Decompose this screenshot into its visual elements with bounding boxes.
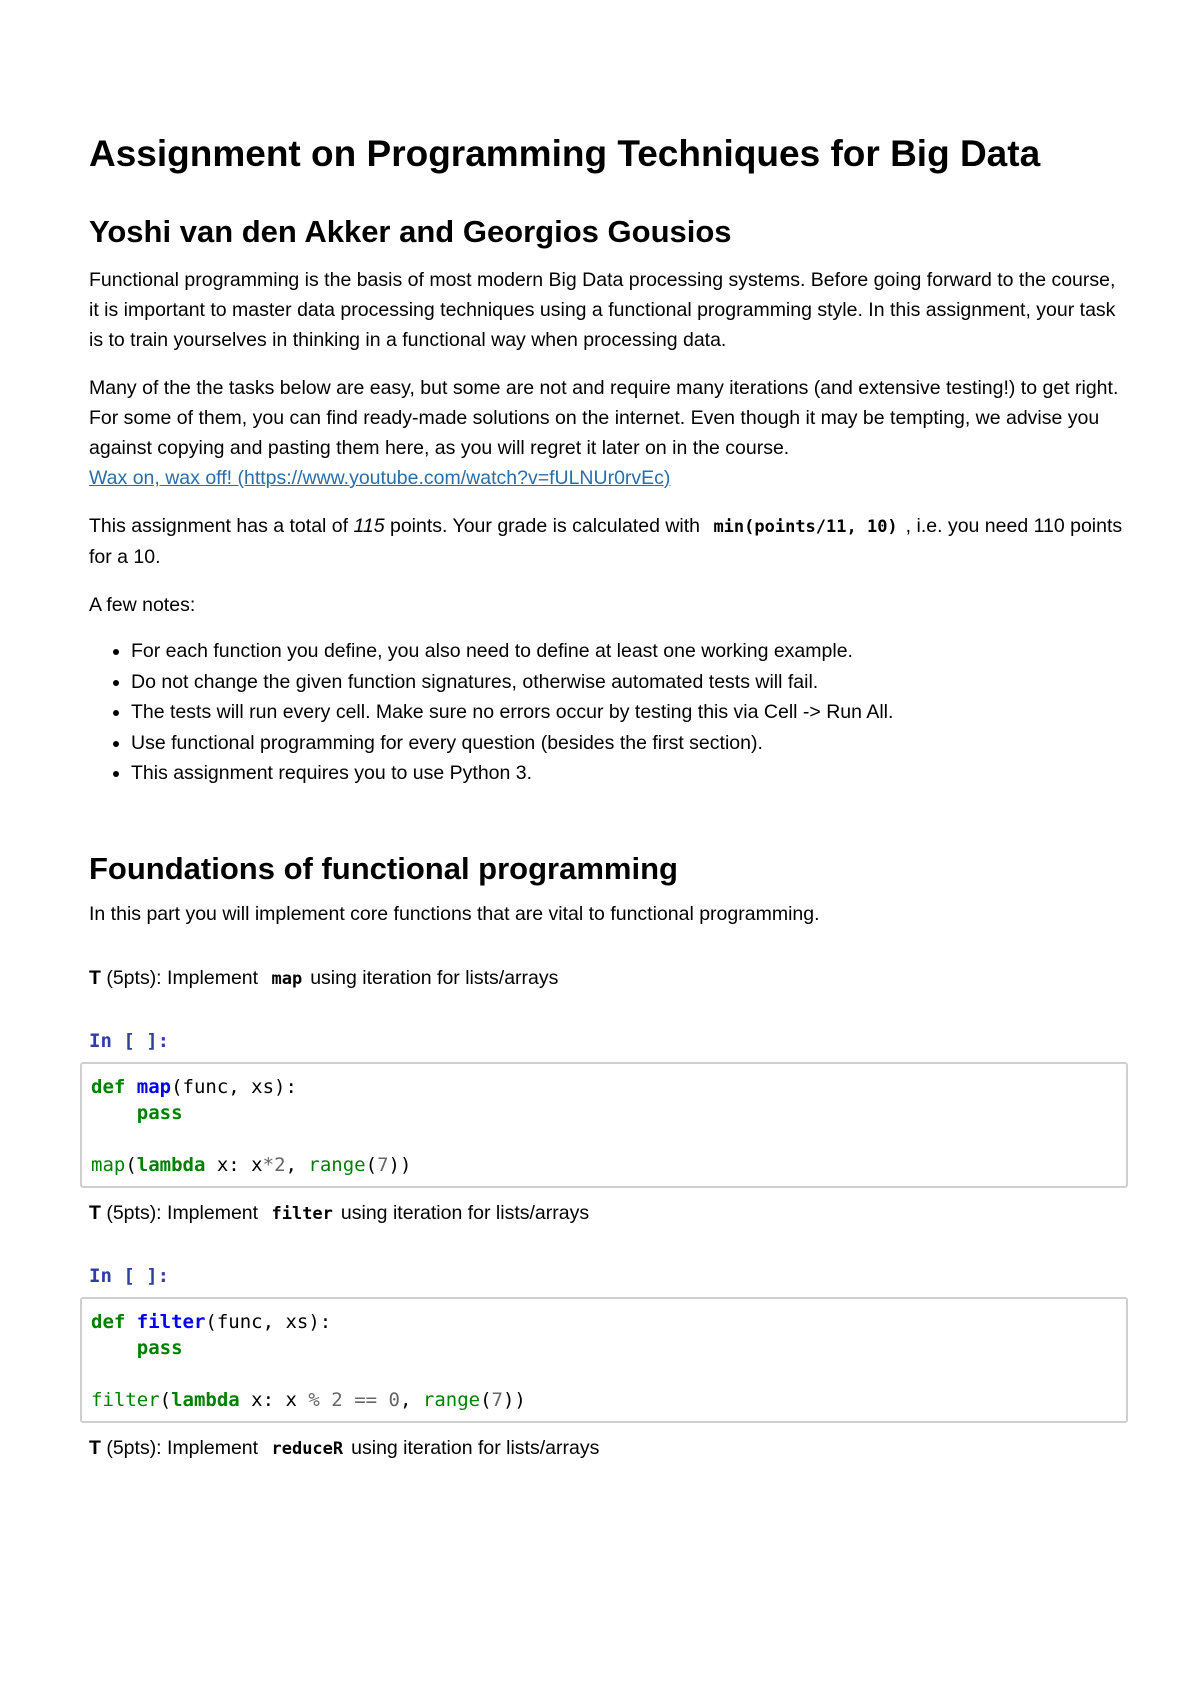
- task-rest: using iteration for lists/arrays: [310, 966, 559, 989]
- notes-list: [89, 636, 1129, 789]
- task-points: (5pts): Implement: [100, 1436, 264, 1459]
- task-reducer: [89, 1433, 1129, 1464]
- grading-text-after: , i.e. you need 110 points for a 10.: [89, 515, 1123, 568]
- intro-paragraph-1: Functional programming is the basis of most modern Big Data processing systems. Before going forward to the course, it is important to master data processing techniques using a functional programming style. In this assignment, your task is to train yourselves in thinking in a functional way when processing data.: [89, 269, 1116, 351]
- intro-paragraph-2: [89, 373, 1129, 493]
- authors-heading: Yoshi van den Akker and Georgios Gousios: [89, 214, 732, 249]
- section-title: Foundations of functional programming: [89, 850, 678, 886]
- cell-prompt: In [ ]:: [89, 1029, 170, 1052]
- grading-paragraph: [89, 511, 1129, 572]
- list-item: • For each function you define, you also need to define at least one working example.: [131, 636, 1129, 667]
- intro-paragraph-2-text: Many of the the tasks below are easy, but some are not and require many iterations (and extensive testing!) to get right. For some of them, you can find ready-made solutions on the internet. Even though it may be tempting, we advise you against copying and pasting them here, as you will regret it later on in the course.: [89, 377, 1119, 459]
- list-item: • The tests will run every cell. Make sure no errors occur by testing this via Cell -> Run All.: [131, 697, 1129, 728]
- list-item: • This assignment requires you to use Python 3.: [131, 758, 1129, 789]
- code-cell-map[interactable]: [80, 1062, 1128, 1188]
- cell-prompt: In [ ]:: [89, 1264, 170, 1287]
- section-intro: In this part you will implement core functions that are vital to functional programming.: [89, 902, 820, 925]
- code-editor[interactable]: def map(func, xs): pass map(lambda x: x*2, range(7)): [91, 1075, 412, 1176]
- task-marker: T: [89, 1436, 101, 1459]
- task-code: reduceR: [271, 1438, 344, 1459]
- grading-text-middle: points. Your grade is calculated with: [384, 515, 706, 537]
- task-code: filter: [271, 1203, 333, 1224]
- wax-on-link[interactable]: Wax on, wax off! (https://www.youtube.com/watch?v=fULNUr0rvEc): [89, 467, 671, 489]
- grading-formula: min(points/11, 10): [713, 517, 898, 537]
- notebook-content: [89, 134, 1129, 1464]
- notes-heading: A few notes:: [89, 594, 196, 616]
- task-marker: T: [89, 1201, 101, 1224]
- task-marker: T: [89, 966, 101, 989]
- list-item: • Use functional programming for every question (besides the first section).: [131, 728, 1129, 759]
- task-points: (5pts): Implement: [100, 966, 264, 989]
- code-cell-filter[interactable]: [80, 1297, 1128, 1423]
- task-filter: [89, 1198, 1129, 1229]
- task-map: [89, 963, 1129, 994]
- task-rest: using iteration for lists/arrays: [351, 1436, 600, 1459]
- grading-text-before: This assignment has a total of: [89, 515, 354, 537]
- list-item: • Do not change the given function signatures, otherwise automated tests will fail.: [131, 667, 1129, 698]
- page-title: Assignment on Programming Techniques for Big Data: [89, 133, 1041, 174]
- task-code: map: [271, 968, 303, 989]
- grading-points: 115: [353, 515, 385, 537]
- task-points: (5pts): Implement: [100, 1201, 264, 1224]
- code-editor[interactable]: def filter(func, xs): pass filter(lambda x: x % 2 == 0, range(7)): [91, 1310, 526, 1411]
- task-rest: using iteration for lists/arrays: [340, 1201, 590, 1224]
